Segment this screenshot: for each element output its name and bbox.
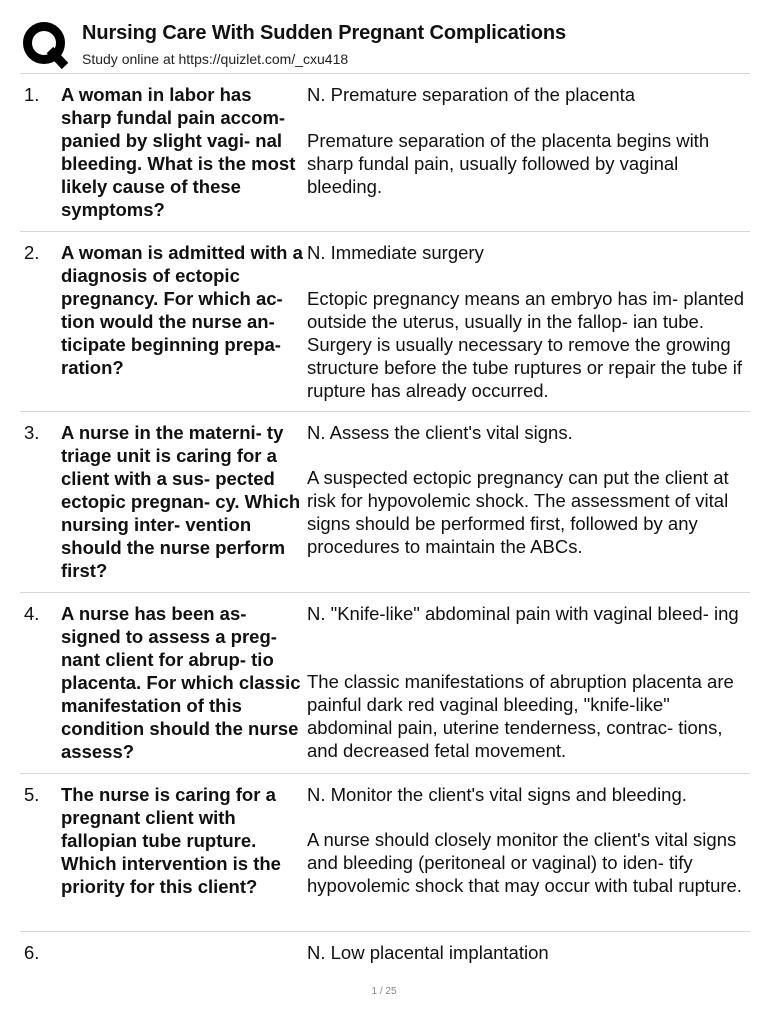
card-answer: N. Immediate surgery [307, 242, 484, 263]
flashcard-row [20, 774, 750, 932]
flashcard-row [20, 593, 750, 774]
page-indicator: 1 / 25 [371, 986, 397, 997]
card-question: A woman in labor has sharp fundal pain accom- panied by slight vagi- nal bleeding. What is the most likely cause of these symptoms? [61, 84, 296, 220]
card-question: The nurse is caring for a pregnant client with fallopian tube rupture. Which intervention is the priority for this client? [61, 784, 281, 897]
page-title: Nursing Care With Sudden Pregnant Complications [82, 22, 567, 44]
card-number: 2. [24, 242, 40, 263]
card-explanation: A nurse should closely monitor the client's vital signs and bleeding (peritoneal or vaginal) to iden- tify hypovolemic shock that may occur with tubal rupture. [307, 829, 742, 896]
flashcard-row [20, 74, 750, 232]
card-answer: N. Monitor the client's vital signs and bleeding. [307, 784, 687, 805]
card-answer: N. Assess the client's vital signs. [307, 422, 573, 443]
flashcard-row [20, 932, 750, 982]
card-number: 5. [24, 784, 40, 805]
card-explanation: The classic manifestations of abruption placenta are painful dark red vaginal bleeding, "knife-like" abdominal pain, uterine tenderness, contrac- tions, and decreased fetal movement. [307, 671, 734, 761]
flashcard-row [20, 412, 750, 593]
card-number: 3. [24, 422, 40, 443]
flashcard-list [20, 74, 750, 982]
card-explanation: A suspected ectopic pregnancy can put the client at risk for hypovolemic shock. The assessment of vital signs should be performed first, followed by any procedures to maintain the ABCs. [307, 467, 729, 557]
card-number: 6. [24, 942, 40, 963]
card-number: 1. [24, 84, 40, 105]
card-question: A woman is admitted with a diagnosis of ectopic pregnancy. For which ac- tion would the nurse an- ticipate beginning prepa- ration? [61, 242, 303, 378]
card-number: 4. [24, 603, 40, 624]
card-question: A nurse has been as- signed to assess a preg- nant client for abrup- tio placenta. For which classic manifestation of this condition should the nurse assess? [61, 603, 301, 762]
card-answer: N. "Knife-like" abdominal pain with vaginal bleed- ing [307, 603, 739, 624]
card-answer: N. Low placental implantation [307, 942, 549, 963]
card-answer: N. Premature separation of the placenta [307, 84, 636, 105]
flashcard-row [20, 232, 750, 412]
quizlet-logo-icon [20, 19, 70, 69]
card-explanation: Premature separation of the placenta begins with sharp fundal pain, usually followed by vaginal bleeding. [307, 130, 710, 197]
study-online-link[interactable]: Study online at https://quizlet.com/_cxu418 [82, 51, 349, 67]
card-explanation: Ectopic pregnancy means an embryo has im- planted outside the uterus, usually in the fallop- ian tube. Surgery is usually necessary to remove the growing structure before the tube ruptures or repair the tube if rupture has already occurred. [307, 288, 745, 401]
card-question: A nurse in the materni- ty triage unit is caring for a client with a sus- pected ectopic pregnan- cy. Which nursing inter- vention should the nurse perform first? [61, 422, 301, 581]
